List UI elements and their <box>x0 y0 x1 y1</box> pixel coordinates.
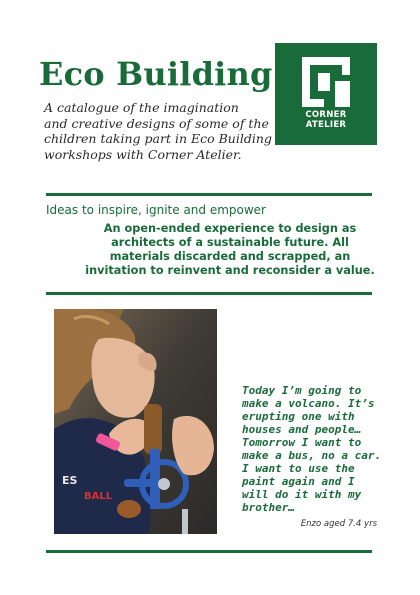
catalogue-description: A catalogue of the imagination and creative designs of some of the children taking part in Eco Building workshops with Corner Atelier. <box>44 100 272 162</box>
divider-middle <box>46 292 372 295</box>
corner-logo-mark-icon <box>302 57 350 107</box>
svg-text:BALL: BALL <box>84 491 113 502</box>
page-title: Eco Building <box>39 55 273 93</box>
child-quote: Today I’m going to make a volcano. It’s erupting one with houses and people… Tomorrow I want to make a bus, no a car. I want to use the paint again and I will do it with my brother… <box>242 384 382 514</box>
svg-text:ES: ES <box>62 474 78 487</box>
intro-statement: An open-ended experience to design as architects of a sustainable future. All materials discarded and scrapped, an invitation to reinvent and reconsider a value. <box>85 222 375 277</box>
tagline: Ideas to inspire, ignite and empower <box>46 203 266 217</box>
divider-top <box>46 193 372 196</box>
divider-bottom <box>46 550 372 553</box>
child-drilling-photo <box>54 309 217 534</box>
quote-attribution: Enzo aged 7.4 yrs <box>300 519 377 529</box>
logo-line-2: ATELIER <box>305 119 347 130</box>
logo-line-1: CORNER <box>305 110 347 120</box>
logo-wordmark <box>275 111 377 130</box>
corner-atelier-logo <box>275 43 377 145</box>
